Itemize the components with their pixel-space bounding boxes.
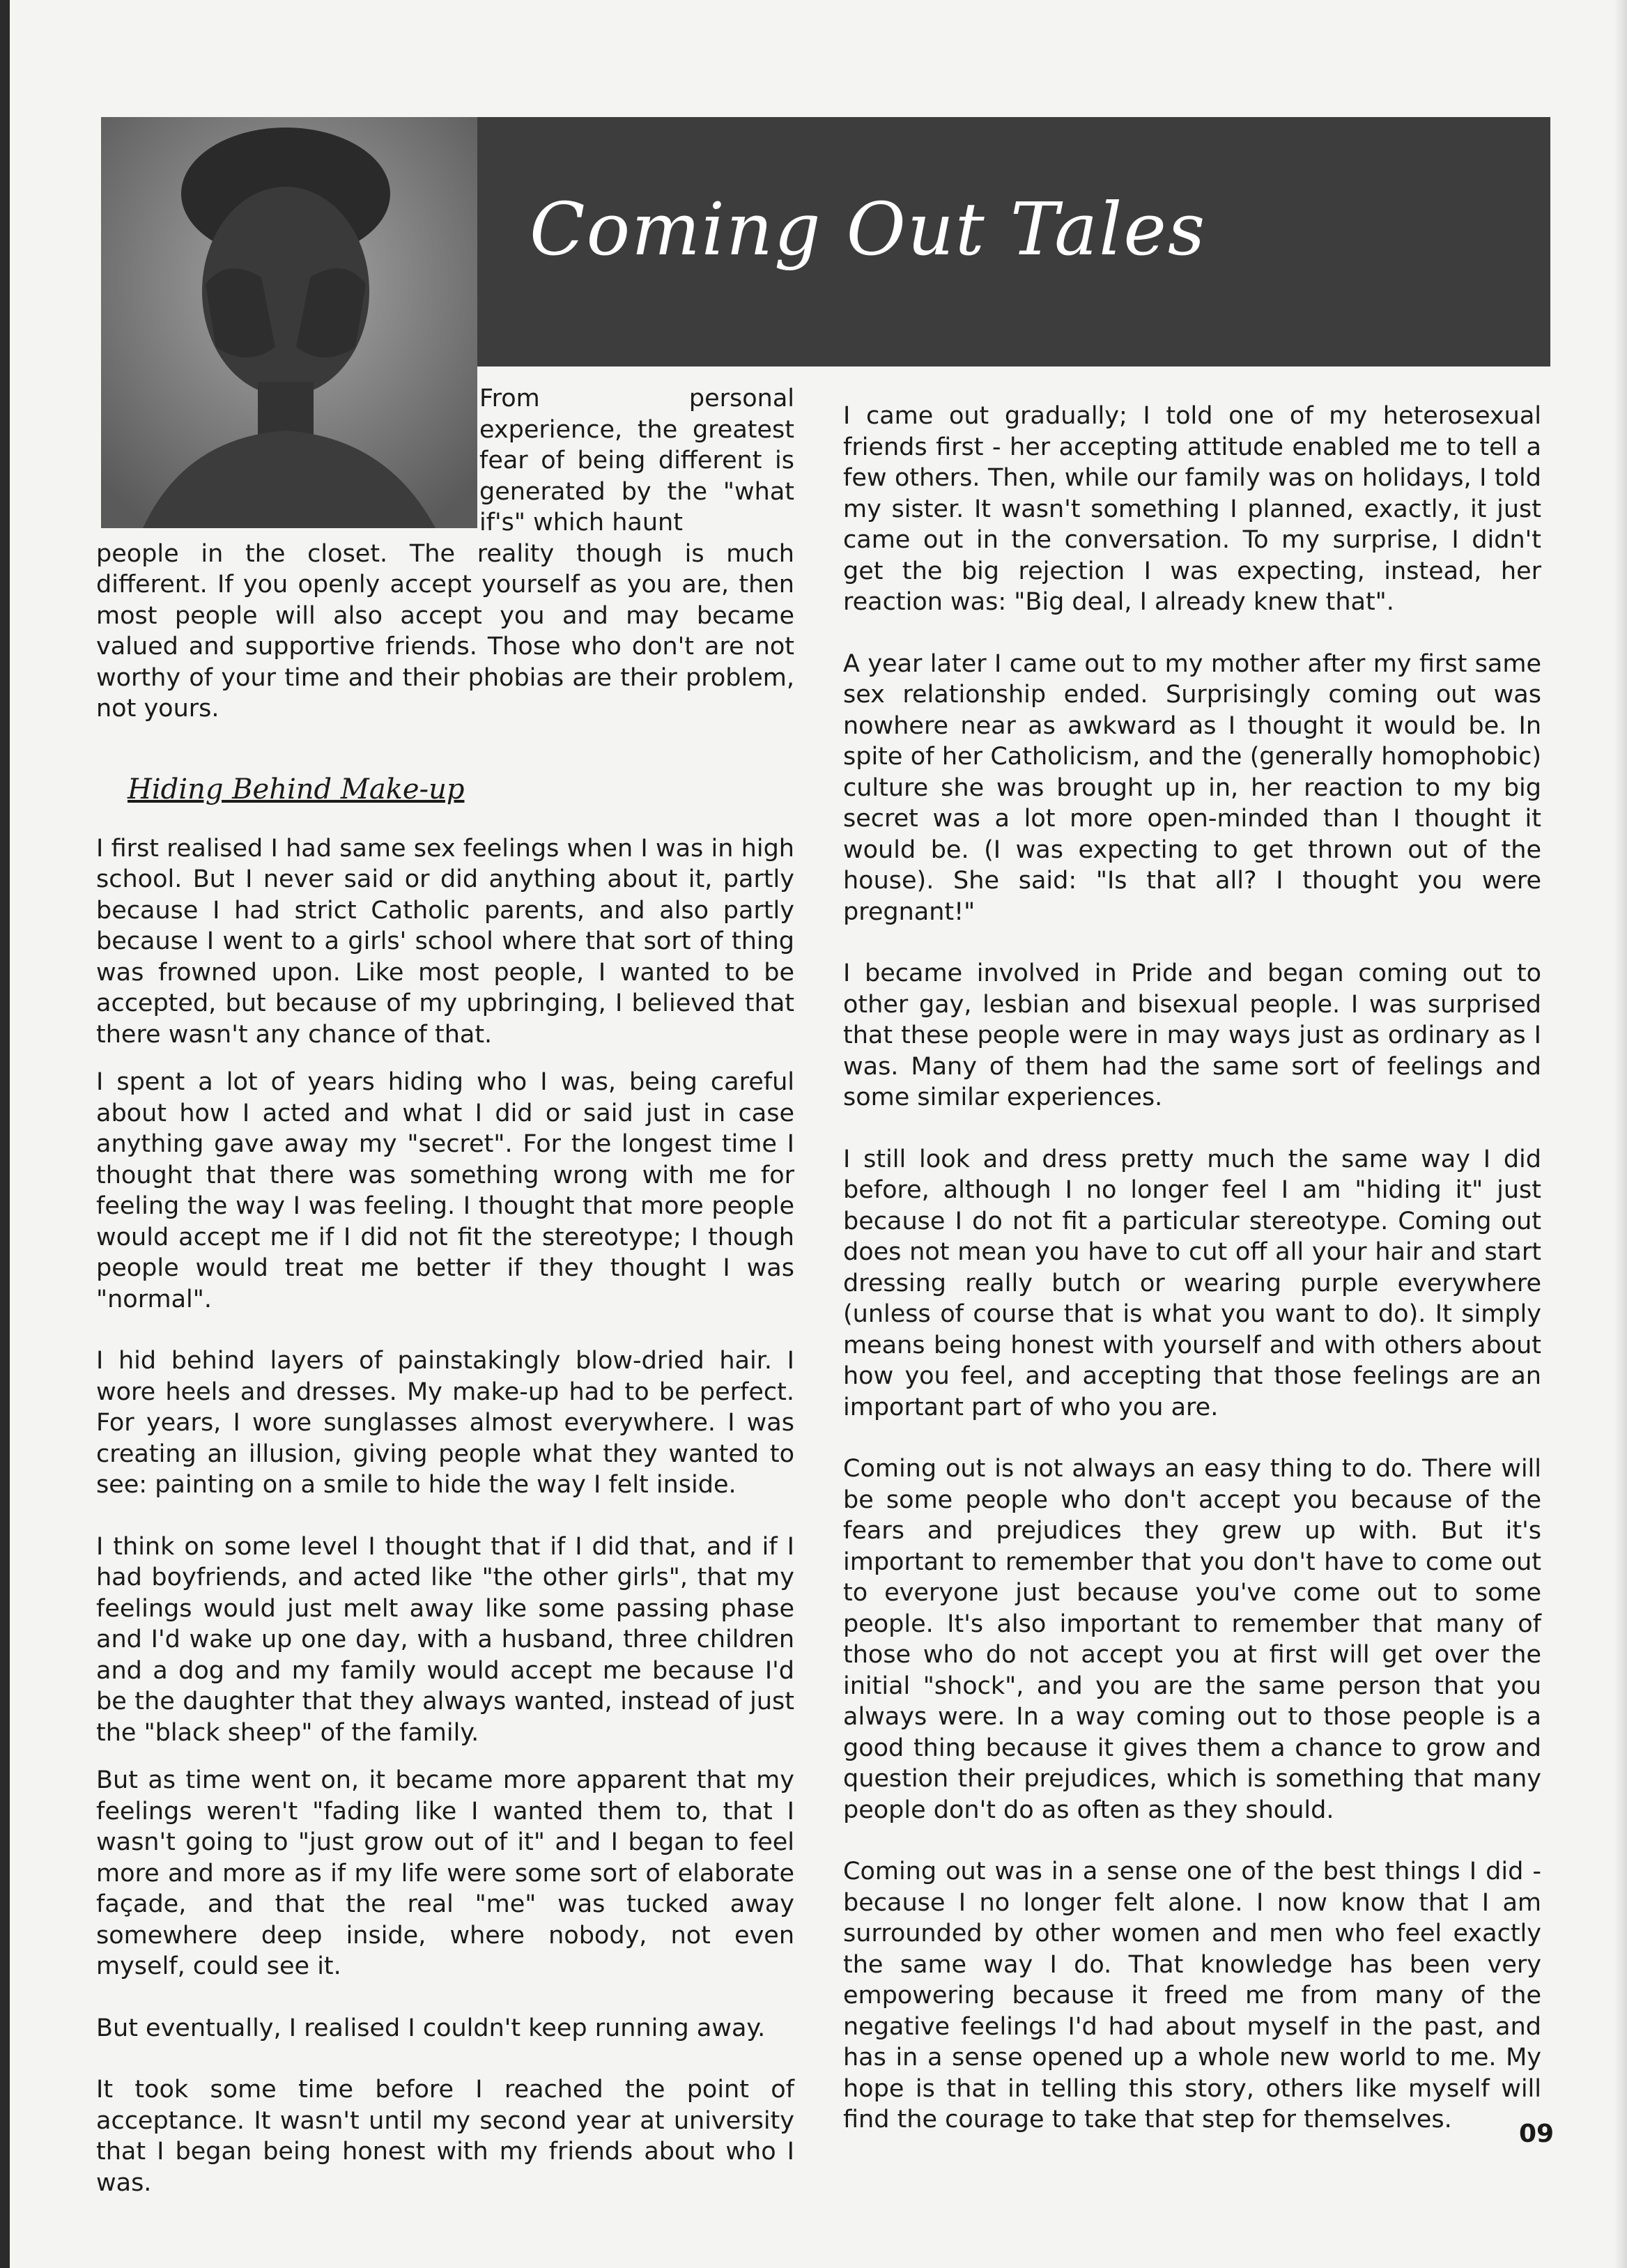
right-paragraph-1: I came out gradually; I told one of my heterosexual friends first - her accepting attitude enabled me to tell a few others. Then, while our family was on holidays, I told my sister. It wasn't something I planned, exactly, it just came out in the conversation. To my surprise, I didn't get the big rejection I was expecting, instead, her reaction was: "Big deal, I already knew that". xyxy=(843,402,1541,616)
left-paragraph-3: I hid behind layers of painstakingly blow-dried hair. I wore heels and dresses. My make-up had to be perfect. For years, I wore sunglasses almost everywhere. I was creating an illusion, giving people what they wanted to see: painting on a smile to hide the way I felt inside. xyxy=(96,1347,794,1499)
intro-wrapped-text: From personal experience, the greatest fear of being different is generated by the "what if's" which haunt xyxy=(479,385,794,537)
right-paragraph-6: Coming out was in a sense one of the best things I did - because I no longer felt alone. I now know that I am surrounded by other women and men who feel exactly the same way I do. That knowledge has been very empowering because it freed me from many of the negative feelings I'd had about myself in the past, and has in a sense opened up a whole new world to me. My hope is that in telling this story, others like myself will find the courage to take that step for themselves. xyxy=(843,1858,1541,2134)
right-paragraph-4: I still look and dress pretty much the same way I did before, although I no longer feel I am "hiding it" just because I do not fit a particular stereotype. Coming out does not mean you have to cut off all your hair and start dressing really butch or wearing purple everywhere (unless of course that is what you want to do). It simply means being honest with yourself and with others about how you feel, and accepting that those feelings are an important part of who you are. xyxy=(843,1145,1541,1421)
right-paragraph-2: A year later I came out to my mother after my first same sex relationship ended. Surprisingly coming out was nowhere near as awkward as I thought it would be. In spite of her Catholicism, and the (generally homophobic) culture she was brought up in, her reaction to my big secret was a lot more open-minded than I thought it would be. (I was expecting to get thrown out of the house). She said: "Is that all? I thought you were pregnant!" xyxy=(843,649,1541,926)
intro-paragraph: people in the closet. The reality though is much different. If you openly accept yourself as you are, then most people will also accept you and may became valued and supportive friends. Those who don't are not worthy of your time and their phobias are their problem, not yours. xyxy=(96,539,794,723)
left-paragraph-5: But as time went on, it became more apparent that my feelings weren't "fading like I wanted them to, that I wasn't going to "just grow out of it" and I began to feel more and more as if my life were some sort of elaborate façade, and that the real "me" was tucked away somewhere deep inside, where nobody, not even myself, could see it. xyxy=(96,1766,794,1980)
right-paragraph-3: I became involved in Pride and began coming out to other gay, lesbian and bisexual people. I was surprised that these people were in may ways just as ordinary as I was. Many of them had the same sort of feelings and some similar experiences. xyxy=(843,959,1541,1111)
page-number: 09 xyxy=(1519,2120,1555,2148)
right-column xyxy=(843,401,1541,2136)
right-paragraph-5: Coming out is not always an easy thing to do. There will be some people who don't accept you because of the fears and prejudices they grew up with. But it's important to remember that you don't have to come out to everyone just because you've come out to some people. It's also important to remember that many of those who do not accept you at first will get over the initial "shock", and you are the same person that you always were. In a way coming out to those people is a good thing because it gives them a chance to grow and question their prejudices, which is something that many people don't do as often as they should. xyxy=(843,1455,1541,1824)
left-paragraph-4: I think on some level I thought that if I did that, and if I had boyfriends, and acted like "the other girls", that my feelings would just melt away like some passing phase and I'd wake up one day, with a husband, three children and a dog and my family would accept me because I'd be the daughter that they always wanted, instead of just the "black sheep" of the family. xyxy=(96,1532,794,1747)
article-title: Coming Out Tales xyxy=(530,187,1207,272)
left-paragraph-2: I spent a lot of years hiding who I was, being careful about how I acted and what I did or said just in case anything gave away my "secret". For the longest time I thought that there was something wrong with me for feeling the way I was feeling. I thought that more people would accept me if I did not fit the stereotype; I though people would treat me better if they thought I was "normal". xyxy=(96,1068,794,1313)
left-column xyxy=(96,383,794,2198)
left-paragraph-1: I first realised I had same sex feelings when I was in high school. But I never said or did anything about it, partly because I had strict Catholic parents, and also partly because I went to a girls' school where that sort of thing was frowned upon. Like most people, I wanted to be accepted, but because of my upbringing, I believed that there wasn't any chance of that. xyxy=(96,834,794,1049)
left-paragraph-7: It took some time before I reached the point of acceptance. It wasn't until my second year at university that I began being honest with my friends about who I was. xyxy=(96,2076,794,2197)
section-subheading: Hiding Behind Make-up xyxy=(128,773,465,805)
left-paragraph-6: But eventually, I realised I couldn't keep running away. xyxy=(96,2014,766,2042)
page-right-edge xyxy=(1614,0,1627,2268)
page-binding-edge xyxy=(0,0,10,2268)
